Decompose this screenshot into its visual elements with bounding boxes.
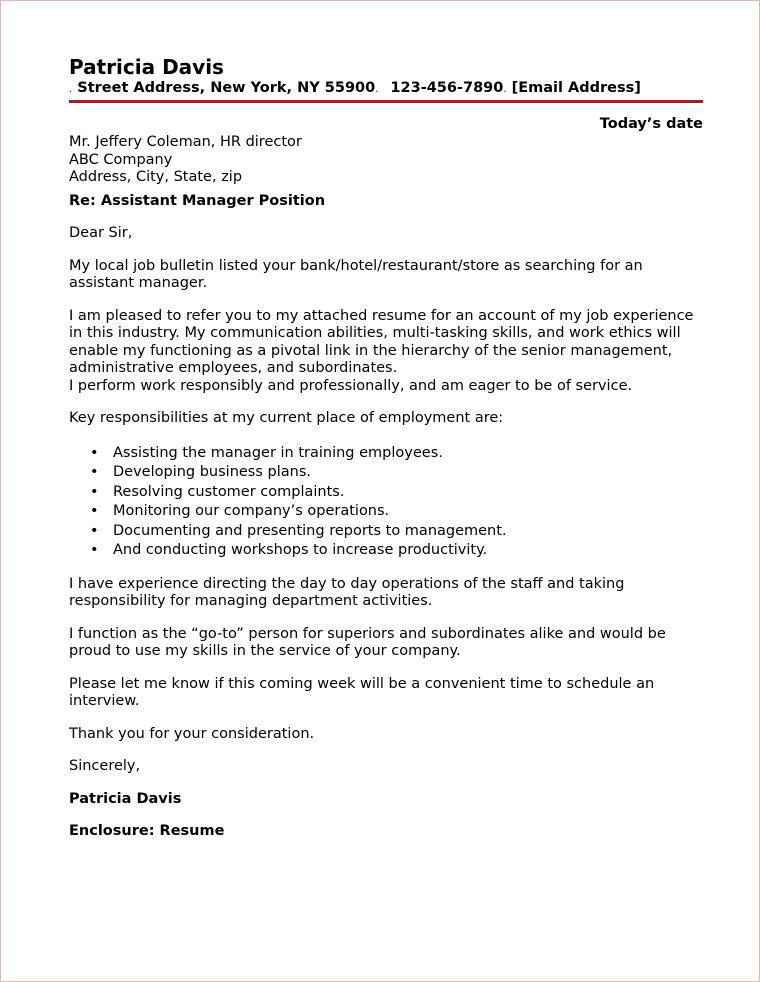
contact-dot: . <box>375 84 379 95</box>
paragraph-intro: My local job bulletin listed your bank/hotel/restaurant/store as searching for an assistant manager. <box>69 257 643 291</box>
responsibilities-intro: Key responsibilities at my current place of employment are: <box>69 410 504 426</box>
bullet-icon: • <box>90 483 99 500</box>
phone-number: 123-456-7890 <box>390 80 504 96</box>
responsibilities-list <box>69 444 703 561</box>
paragraph-text: I perform work responsibly and professionally, and am eager to be of service. <box>69 377 633 394</box>
list-item <box>90 483 703 503</box>
list-item-text: Monitoring our company’s operations. <box>113 503 390 519</box>
bullet-icon: • <box>90 503 99 519</box>
bullet-icon: • <box>90 542 99 558</box>
paragraph-experience <box>69 308 703 396</box>
paragraph-interview: Please let me know if this coming week will be a convenient time to schedule an interview. <box>69 675 655 709</box>
letter-date: Today’s date <box>599 116 703 132</box>
recipient-line: Address, City, State, zip <box>69 169 243 185</box>
letter-body <box>69 55 703 841</box>
sender-name: Patricia Davis <box>69 55 224 79</box>
list-item-text: Documenting and presenting reports to management. <box>113 522 507 539</box>
bullet-icon: • <box>90 522 99 539</box>
contact-dot: . <box>503 84 507 95</box>
contact-dot: . <box>69 84 73 95</box>
list-item-text: And conducting workshops to increase productivity. <box>113 542 488 558</box>
list-item <box>90 502 703 522</box>
recipient-block <box>69 134 703 187</box>
list-item <box>90 463 703 483</box>
recipient-line: ABC Company <box>69 151 173 168</box>
bullet-icon: • <box>90 464 99 480</box>
signature-name: Patricia Davis <box>69 790 182 807</box>
closing: Sincerely, <box>69 758 141 774</box>
header-rule <box>69 100 703 103</box>
paragraph-thanks: Thank you for your consideration. <box>69 725 315 742</box>
list-item <box>90 522 703 542</box>
bullet-icon: • <box>90 444 99 461</box>
paragraph-goto: I function as the “go-to” person for superiors and subordinates alike and would be proud to use my skills in the service of your company. <box>69 625 666 659</box>
paragraph-text: I am pleased to refer you to my attached resume for an account of my job experience in this industry. My communication abilities, multi-tasking skills, and work ethics will enable my functioning as a pivotal link in the hierarchy of the senior management, administrative employees, and subordinates. <box>69 307 694 376</box>
list-item-text: Developing business plans. <box>113 464 312 480</box>
recipient-line: Mr. Jeffery Coleman, HR director <box>69 134 302 150</box>
list-item <box>90 541 703 561</box>
street-address: Street Address, New York, NY 55900 <box>77 80 376 96</box>
list-item-text: Resolving customer complaints. <box>113 483 345 500</box>
list-item <box>90 444 703 464</box>
enclosure-note: Enclosure: Resume <box>69 823 225 839</box>
paragraph-operations: I have experience directing the day to day operations of the staff and taking responsibility for managing department activities. <box>69 575 625 609</box>
contact-line <box>69 79 703 99</box>
list-item-text: Assisting the manager in training employees. <box>113 444 443 461</box>
salutation: Dear Sir, <box>69 225 133 241</box>
email-address: [Email Address] <box>511 80 641 96</box>
subject-line: Re: Assistant Manager Position <box>69 192 326 209</box>
